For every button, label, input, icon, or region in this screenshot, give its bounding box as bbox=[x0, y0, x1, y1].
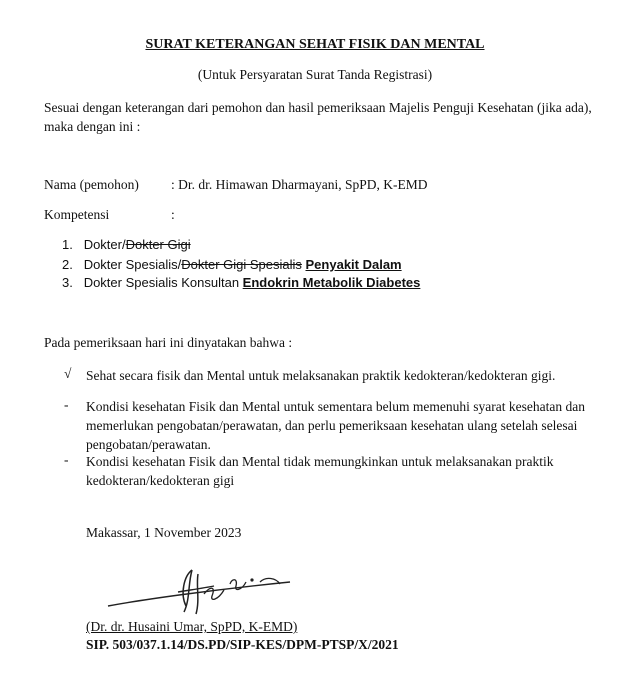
competence-colon: : bbox=[171, 207, 175, 222]
dash-marker: - bbox=[64, 452, 69, 467]
name-value: : Dr. dr. Himawan Dharmayani, SpPD, K-EMD bbox=[171, 177, 428, 192]
competence-number: 1. bbox=[62, 237, 73, 252]
check-icon: √ bbox=[64, 366, 72, 381]
statement-unfit: Kondisi kesehatan Fisik dan Mental tidak memungkinkan untuk melaksanakan praktik kedokteran/kedokteran gigi bbox=[86, 454, 554, 488]
competence-specialty: Endokrin Metabolik Diabetes bbox=[242, 275, 421, 290]
intro-paragraph: Sesuai dengan keterangan dari pemohon dan hasil pemeriksaan Majelis Penguji Kesehatan (jika ada), maka dengan ini : bbox=[44, 100, 592, 134]
name-label: Nama (pemohon) bbox=[44, 177, 139, 192]
document-subtitle: (Untuk Persyaratan Surat Tanda Registrasi) bbox=[197, 67, 433, 82]
place-date: Makassar, 1 November 2023 bbox=[86, 525, 242, 540]
competence-label: Kompetensi bbox=[44, 207, 110, 222]
competence-prefix: Dokter Spesialis Konsultan bbox=[83, 275, 243, 290]
competence-struck: Dokter Gigi Spesialis bbox=[181, 257, 302, 272]
competence-prefix: Dokter Spesialis/ bbox=[83, 257, 182, 272]
examination-intro: Pada pemeriksaan hari ini dinyatakan bahwa : bbox=[44, 335, 293, 350]
competence-prefix: Dokter/ bbox=[83, 237, 126, 252]
document-title: SURAT KETERANGAN SEHAT FISIK DAN MENTAL bbox=[145, 37, 485, 52]
competence-item bbox=[62, 237, 191, 252]
competence-specialty: Penyakit Dalam bbox=[305, 257, 402, 272]
competence-number: 2. bbox=[62, 257, 73, 272]
competence-item bbox=[62, 257, 402, 272]
signer-license: SIP. 503/037.1.14/DS.PD/SIP-KES/DPM-PTSP/X/2021 bbox=[86, 637, 399, 652]
statement-healthy: Sehat secara fisik dan Mental untuk melaksanakan praktik kedokteran/kedokteran gigi. bbox=[86, 368, 556, 383]
competence-struck: Dokter Gigi bbox=[125, 237, 191, 252]
statement-temporary: Kondisi kesehatan Fisik dan Mental untuk sementara belum memenuhi syarat kesehatan dan memerlukan pengobatan/perawatan, dan perlu pemeriksaan kesehatan ulang setelah selesai pengobatan/perawatan. bbox=[86, 399, 585, 452]
competence-number: 3. bbox=[62, 275, 73, 290]
signer-name: (Dr. dr. Husaini Umar, SpPD, K-EMD) bbox=[86, 619, 298, 634]
dash-marker: - bbox=[64, 397, 69, 412]
competence-item bbox=[62, 275, 420, 290]
handwritten-signature bbox=[100, 564, 300, 624]
